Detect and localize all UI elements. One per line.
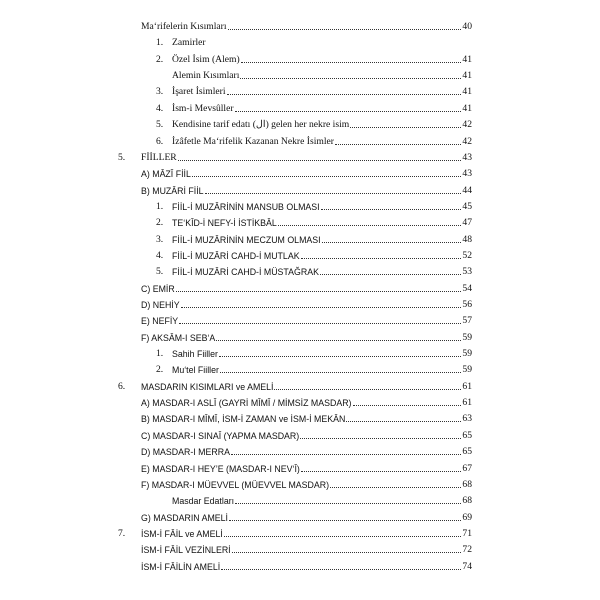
toc-entry-page-number: 65: [462, 446, 472, 458]
dot-leader: [353, 405, 462, 406]
toc-entry[interactable]: [156, 346, 472, 360]
toc-entry-page-number: 52: [462, 249, 472, 261]
toc-entry-title: C) EMİR: [141, 283, 175, 294]
toc-entry-title: Alemin Kısımları: [172, 70, 240, 82]
toc-entry[interactable]: [156, 52, 472, 66]
toc-entry-number: 3.: [156, 86, 164, 98]
dot-leader: [320, 274, 461, 275]
toc-entry[interactable]: [156, 264, 472, 278]
dot-leader: [278, 225, 462, 226]
dot-leader: [235, 503, 461, 504]
dot-leader: [224, 536, 462, 537]
toc-entry-page-number: 42: [462, 119, 472, 131]
toc-entry-page-number: 42: [462, 135, 472, 147]
toc-entry[interactable]: [156, 101, 472, 115]
toc-entry-page-number: 44: [462, 184, 472, 196]
dot-leader: [350, 127, 461, 128]
toc-entry-page-number: 72: [462, 544, 472, 556]
toc-entry-title: İzâfetle Ma‘rifelik Kazanan Nekre İsimler: [172, 135, 334, 147]
dot-leader: [229, 520, 461, 521]
toc-entry[interactable]: [141, 477, 472, 491]
toc-entry-page-number: 59: [462, 331, 472, 343]
dot-leader: [192, 176, 462, 177]
toc-entry-page-number: 57: [462, 315, 472, 327]
toc-entry-title: FİİLLER: [141, 151, 177, 163]
dot-leader: [205, 193, 462, 194]
dot-leader: [232, 552, 462, 553]
toc-entry-title: E) MASDAR-I HEY’E (MASDAR-I NEV‘Î): [141, 463, 300, 474]
toc-entry-page-number: 69: [462, 511, 472, 523]
toc-entry-page-number: 41: [462, 70, 472, 82]
toc-entry-number: 3.: [156, 233, 164, 245]
toc-entry[interactable]: [156, 232, 472, 246]
toc-entry-number: 4.: [156, 249, 164, 261]
toc-entry[interactable]: [156, 362, 472, 376]
toc-entry-title: D) NEHİY: [141, 300, 180, 310]
toc-entry-title: A) MÂZÎ FİİL: [141, 169, 191, 180]
toc-entry-number: 5.: [156, 119, 164, 131]
toc-entry-title: FİİL-İ MUZÂRİNİN MECZUM OLMASI: [172, 234, 321, 245]
toc-entry[interactable]: [118, 379, 472, 393]
dot-leader: [221, 569, 461, 570]
toc-entry-page-number: 61: [462, 380, 472, 392]
toc-entry-number: 4.: [156, 102, 164, 114]
toc-entry[interactable]: [141, 330, 472, 344]
toc-entry-page-number: 40: [462, 21, 472, 32]
toc-entry-title: D) MASDAR-I MERRA: [141, 447, 230, 458]
dot-leader: [335, 144, 461, 145]
toc-entry-title: Ma‘rifelerin Kısımları: [141, 21, 227, 32]
dot-leader: [240, 78, 461, 79]
toc-entry-number: 2.: [156, 364, 164, 376]
toc-entry[interactable]: [141, 166, 472, 180]
toc-entry-title: B) MASDAR-I MÎMÎ, İSM-İ ZAMAN ve İSM-İ MEKÂN: [141, 414, 346, 425]
toc-entry-title: F) AKSÂM-I SEB‘A: [141, 332, 216, 343]
toc-entry-page-number: 68: [462, 478, 472, 490]
toc-entry-page-number: 56: [462, 299, 472, 310]
toc-entry-title: B) MUZÂRİ FİİL: [141, 185, 204, 196]
dot-leader: [179, 323, 461, 324]
toc-entry-page-number: 41: [462, 102, 472, 114]
dot-leader: [346, 421, 461, 422]
toc-entry[interactable]: [141, 183, 472, 197]
toc-entry-page-number: 65: [462, 429, 472, 441]
toc-entry-page-number: 54: [462, 282, 472, 294]
dot-leader: [330, 487, 461, 488]
toc-entry-title: Masdar Edatları: [172, 496, 235, 507]
toc-entry[interactable]: [172, 493, 472, 507]
toc-entry-title: Özel İsim (Alem): [172, 53, 240, 65]
toc-entry[interactable]: [156, 248, 472, 262]
toc-entry-page-number: 48: [462, 233, 472, 245]
toc-entry-page-number: 43: [462, 168, 472, 180]
toc-entry-title: F) MASDAR-I MÜEVVEL (MÜEVVEL MASDAR): [141, 479, 330, 490]
toc-entry[interactable]: [156, 117, 472, 131]
toc-entry[interactable]: [141, 395, 472, 409]
toc-entry-page-number: 53: [462, 266, 472, 278]
toc-entry-title: Zamirler: [172, 37, 206, 49]
dot-leader: [228, 29, 462, 30]
toc-entry-number: 7.: [118, 527, 126, 539]
toc-entry[interactable]: [141, 559, 472, 573]
dot-leader: [321, 209, 462, 210]
toc-entry[interactable]: [141, 444, 472, 458]
toc-entry-page-number: 63: [462, 413, 472, 425]
toc-entry-page-number: 71: [462, 527, 472, 539]
toc-entry-page-number: 47: [462, 217, 472, 229]
toc-entry[interactable]: [141, 461, 472, 475]
dot-leader: [220, 372, 461, 373]
toc-entry-page-number: 74: [462, 560, 472, 572]
dot-leader: [181, 307, 462, 308]
dot-leader: [241, 62, 462, 63]
toc-entry-page-number: 59: [462, 364, 472, 376]
toc-entry[interactable]: [141, 428, 472, 442]
toc-entry-title: FİİL-İ MUZÂRİ CAHD-İ MUTLAK: [172, 250, 300, 261]
toc-entry[interactable]: [118, 526, 472, 540]
toc-entry-title: E) NEFİY: [141, 316, 179, 327]
toc-entry-title: FİİL-İ MUZÂRİ CAHD-İ MÜSTAĞRAK: [172, 267, 319, 278]
toc-entry-number: 6.: [156, 135, 164, 147]
toc-entry[interactable]: [141, 411, 472, 425]
toc-entry[interactable]: [141, 510, 472, 524]
toc-entry-number: 5.: [156, 266, 164, 278]
dot-leader: [216, 340, 461, 341]
dot-leader: [219, 356, 461, 357]
toc-entry-title: Kendisine tarif edatı (ال) gelen her nekre isim: [172, 119, 350, 131]
toc-entry-page-number: 45: [462, 200, 472, 212]
toc-entry-title: C) MASDAR-I SINAÎ (YAPMA MASDAR): [141, 430, 300, 441]
toc-entry[interactable]: [141, 19, 472, 33]
dot-leader: [274, 389, 461, 390]
toc-entry-title: İsm-i Mevsûller: [172, 102, 234, 114]
dot-leader: [227, 94, 462, 95]
toc-entry-title: MASDARIN KISIMLARI ve AMELİ: [141, 381, 274, 392]
toc-entry-page-number: 61: [462, 397, 472, 409]
toc-entry-title: Sahih Fiiller: [172, 349, 218, 359]
toc-entry-title: İSM-İ FÂİLİN AMELİ: [141, 561, 221, 572]
toc-entry-page-number: 41: [462, 53, 472, 65]
toc-entry[interactable]: [141, 313, 472, 327]
dot-leader: [178, 160, 462, 161]
toc-entry-number: 6.: [118, 380, 126, 392]
dot-leader: [301, 471, 462, 472]
toc-entry-title: FİİL-İ MUZÂRİNİN MANSUB OLMASI: [172, 201, 320, 212]
toc-entry-number: 1.: [156, 348, 164, 359]
toc-entry[interactable]: [156, 35, 472, 49]
toc-entry[interactable]: [156, 84, 472, 98]
toc-entry-page-number: 68: [462, 495, 472, 507]
dot-leader: [231, 454, 461, 455]
dot-leader: [235, 111, 462, 112]
toc-entry[interactable]: [141, 281, 472, 295]
toc-entry-title: İSM-İ FÂİL ve AMELİ: [141, 528, 223, 539]
dot-leader: [176, 291, 462, 292]
toc-entry-number: 1.: [156, 200, 164, 212]
dot-leader: [300, 438, 461, 439]
toc-entry-page-number: 67: [462, 462, 472, 474]
toc-entry-page-number: 43: [462, 151, 472, 163]
toc-entry-page-number: 59: [462, 348, 472, 359]
toc-entry-title: Mu‘tel Fiiller: [172, 365, 219, 376]
toc-entry[interactable]: [141, 297, 472, 311]
toc-entry-title: A) MASDAR-I ASLÎ (GAYRİ MÎMÎ / MİMSİZ MASDAR): [141, 398, 352, 409]
dot-leader: [301, 258, 462, 259]
toc-entry[interactable]: [172, 68, 472, 82]
toc-entry[interactable]: [141, 542, 472, 556]
toc-entry-number: 5.: [118, 151, 126, 163]
toc-entry-number: 1.: [156, 37, 164, 49]
toc-entry[interactable]: [118, 150, 472, 164]
dot-leader: [322, 242, 462, 243]
toc-entry-title: TE‘KÎD-İ NEFY-İ İSTİKBÂL: [172, 218, 277, 229]
toc-entry-title: G) MASDARIN AMELİ: [141, 512, 229, 523]
toc-entry-page-number: 41: [462, 86, 472, 98]
toc-entry[interactable]: [156, 199, 472, 213]
toc-entry-title: İşaret İsimleri: [172, 86, 226, 98]
toc-entry-title: İSM-İ FÂİL VEZİNLERİ: [141, 545, 231, 556]
toc-entry[interactable]: [156, 215, 472, 229]
toc-entry-number: 2.: [156, 217, 164, 229]
toc-entry[interactable]: [156, 134, 472, 148]
toc-entry-number: 2.: [156, 53, 164, 65]
